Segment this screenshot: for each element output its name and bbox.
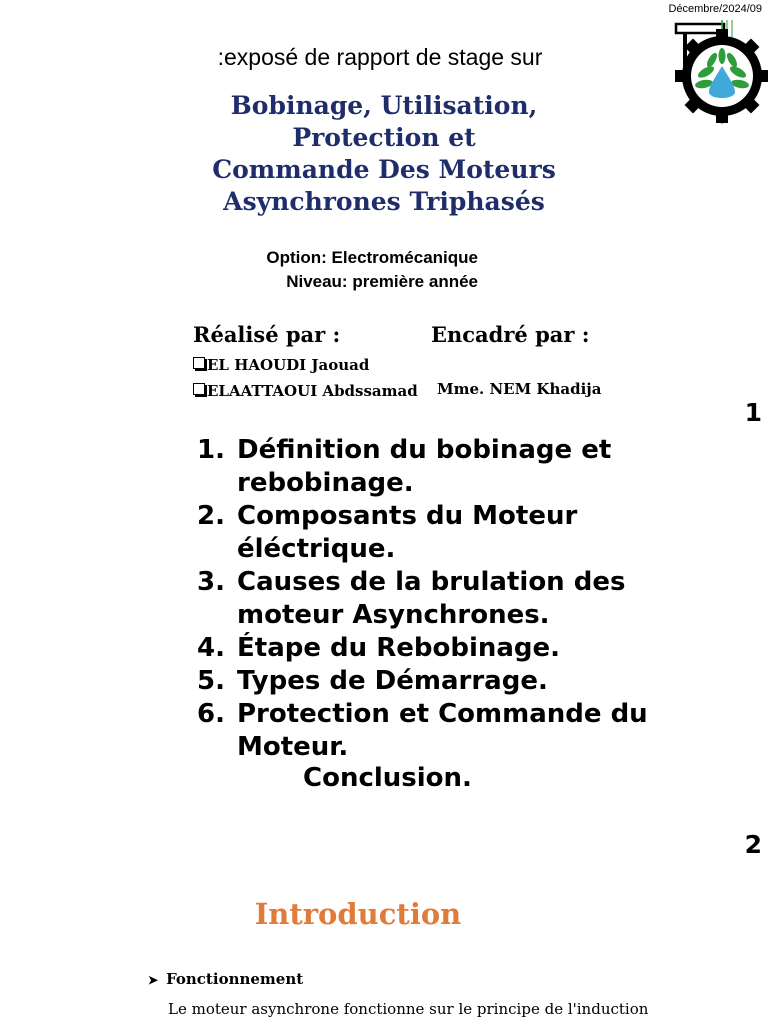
toc-item xyxy=(197,632,677,665)
cover-subtitle: :exposé de rapport de stage sur xyxy=(217,44,543,70)
realise-label: Réalisé par : xyxy=(193,322,341,347)
cover-title xyxy=(160,90,608,218)
toc-text: Protection et Commande du Moteur. xyxy=(237,699,648,762)
introduction-heading: Introduction xyxy=(254,897,462,931)
option-level-block xyxy=(262,246,478,294)
school-logo xyxy=(672,20,768,126)
gear-logo-icon xyxy=(672,20,768,126)
toc-number: 5. xyxy=(197,666,225,696)
toc-number: 1. xyxy=(197,435,225,465)
supervisor-name: Mme. NEM Khadija xyxy=(437,380,602,398)
option-text: Option: Electromécanique xyxy=(266,248,478,267)
toc-text: Définition du bobinage et rebobinage. xyxy=(237,435,612,498)
arrow-bullet-icon: ➤ xyxy=(148,973,159,987)
toc-item xyxy=(197,698,677,764)
toc-number: 4. xyxy=(197,633,225,663)
title-line: Asynchrones Triphasés xyxy=(223,187,545,216)
toc-item xyxy=(197,566,677,632)
toc-text: Composants du Moteur éléctrique. xyxy=(237,501,578,564)
toc-conclusion: Conclusion. xyxy=(303,763,472,793)
checkbox-bullet-icon xyxy=(193,383,205,395)
title-line: Protection et xyxy=(292,123,476,152)
toc-item xyxy=(197,500,677,566)
toc-number: 2. xyxy=(197,501,225,531)
section-heading xyxy=(148,970,303,988)
student-name: ELAATTAOUI Abdssamad xyxy=(207,382,418,400)
toc-number: 3. xyxy=(197,567,225,597)
toc-text: Étape du Rebobinage. xyxy=(237,633,561,663)
checkbox-bullet-icon xyxy=(193,357,205,369)
encadre-label: Encadré par : xyxy=(431,322,590,347)
toc-number: 6. xyxy=(197,699,225,729)
toc-item xyxy=(197,665,677,698)
title-line: Commande Des Moteurs xyxy=(212,155,556,184)
student-name: EL HAOUDI Jaouad xyxy=(207,356,370,374)
page-number: 2 xyxy=(744,830,762,859)
page-number: 1 xyxy=(744,398,762,427)
toc-text: Types de Démarrage. xyxy=(237,666,548,696)
toc-text: Causes de la brulation des moteur Asynchrones. xyxy=(237,567,626,630)
level-text: Niveau: première année xyxy=(286,272,478,291)
toc-item xyxy=(197,434,677,500)
intro-paragraph: Le moteur asynchrone fonctionne sur le principe de l'induction xyxy=(168,1000,649,1018)
section-title: Fonctionnement xyxy=(166,970,304,988)
student-item xyxy=(193,382,418,400)
table-of-contents xyxy=(197,434,677,764)
student-item xyxy=(193,356,369,374)
title-line: Bobinage, Utilisation, xyxy=(230,91,538,120)
document-date: Décembre/2024/09 xyxy=(668,3,762,15)
